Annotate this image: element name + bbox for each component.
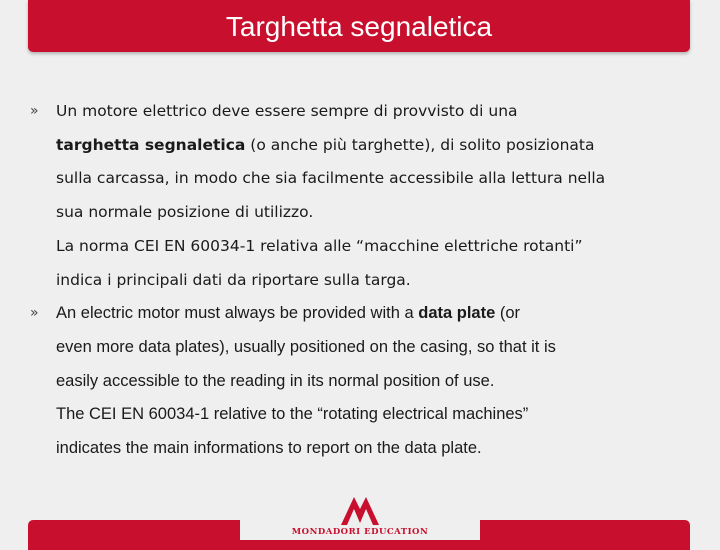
bullet-english (30, 297, 700, 466)
text-line: indicates the main informations to report on the data plate. (56, 439, 482, 458)
bold-term: data plate (418, 304, 496, 323)
slide-title: Targhetta segnaletica (225, 11, 493, 42)
text-line: sua normale posizione di utilizzo. (56, 203, 314, 222)
bullet-marker-icon: » (30, 305, 39, 322)
text-line: sulla carcassa, in modo che sia facilmente accessibile alla lettura nella (56, 169, 606, 188)
text-fragment: (or (495, 304, 521, 323)
text-line: indica i principali dati da riportare sulla targa. (56, 270, 411, 289)
mondadori-m-logo-icon (341, 497, 379, 525)
text-line: Un motore elettrico deve essere sempre di provvisto di una (56, 102, 518, 120)
text-line: La norma CEI EN 60034-1 relativa alle “macchine elettriche rotanti” (56, 236, 583, 255)
text-line (56, 297, 700, 331)
text-fragment: An electric motor must always be provided with a (56, 304, 419, 323)
text-line: The CEI EN 60034-1 relative to the “rotating electrical machines” (56, 405, 529, 424)
bullet-italian (30, 95, 700, 297)
title-bar (28, 0, 690, 52)
text-line (56, 129, 700, 163)
logo-text: MONDADORI EDUCATION (291, 527, 429, 537)
bold-term: targhetta segnaletica (56, 135, 246, 154)
text-line: easily accessible to the reading in its normal position of use. (56, 371, 495, 390)
publisher-logo (240, 493, 480, 540)
text-line: even more data plates), usually positioned on the casing, so that it is (56, 337, 556, 356)
bullet-marker-icon: » (30, 103, 39, 119)
text-fragment: (o anche più targhette), di solito posizionata (245, 135, 595, 154)
slide-content (30, 95, 700, 466)
